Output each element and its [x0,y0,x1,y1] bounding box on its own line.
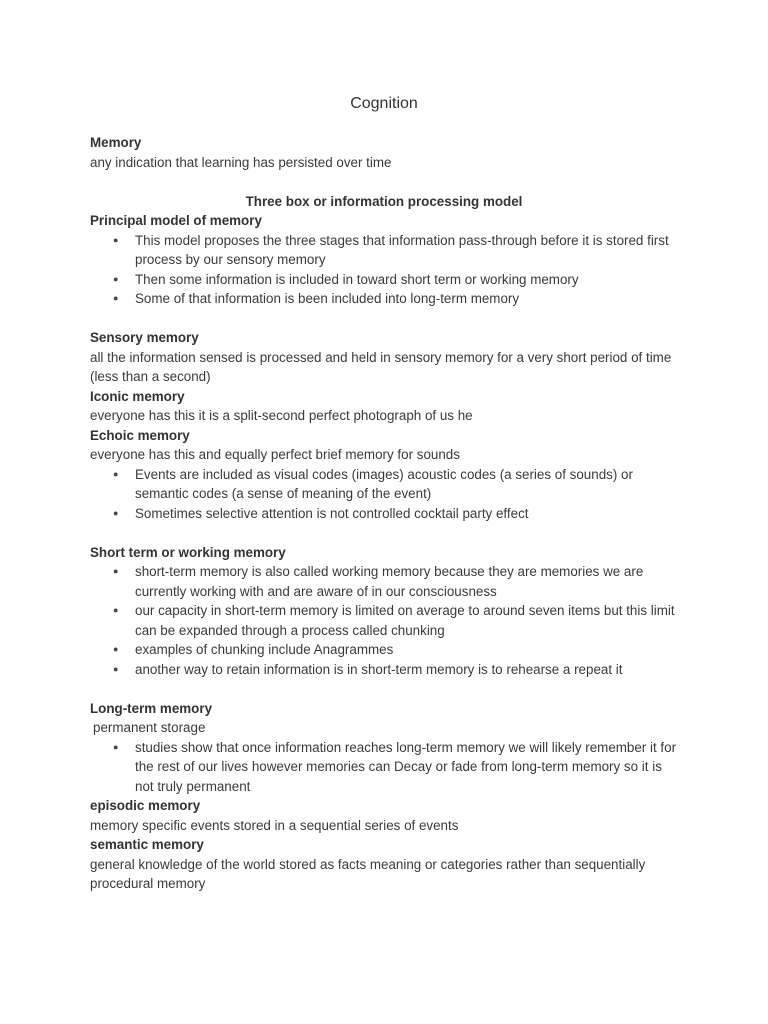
sensory-memory-heading: Sensory memory [90,330,199,345]
semantic-memory-text: general knowledge of the world stored as facts meaning or categories rather than sequentially [90,856,646,872]
list-item: ● studies show that once information reaches long-term memory we will likely remember it for the rest of our lives however memories can Decay or fade from long-term memory so it is not truly permanent [135,738,678,797]
list-item: ● short-term memory is also called working memory because they are memories we are currently working with and are aware of in our consciousness [135,562,678,601]
spacer [90,679,678,699]
semantic-memory-heading: semantic memory [90,837,204,852]
three-box-heading: Three box or information processing model [245,193,523,209]
episodic-memory-text: memory specific events stored in a sequential series of events [90,817,459,833]
list-item: ● another way to retain information is in short-term memory is to rehearse a repeat it [135,660,678,680]
list-item: ● Events are included as visual codes (images) acoustic codes (a series of sounds) or semantic codes (a sense of meaning of the event) [135,465,678,504]
short-term-bullet-list [90,562,678,679]
echoic-memory-heading: Echoic memory [90,427,190,443]
list-item: ● examples of chunking include Anagrammes [135,640,678,660]
long-term-bullet-list [90,738,678,797]
list-item: ● Some of that information is been included into long-term memory [135,289,678,309]
procedural-memory-text: procedural memory [90,876,206,891]
long-term-heading: Long-term memory [90,700,213,716]
short-term-heading: Short term or working memory [90,544,286,560]
memory-heading: Memory [90,135,142,150]
page-title: Cognition [350,95,418,112]
spacer [90,172,678,192]
iconic-memory-text: everyone has this it is a split-second perfect photograph of us he [90,408,473,423]
spacer [90,523,678,543]
list-item: ● This model proposes the three stages that information pass-through before it is stored first process by our sensory memory [135,231,678,270]
episodic-memory-heading: episodic memory [90,798,201,813]
sensory-bullet-list [90,465,678,524]
iconic-memory-heading: Iconic memory [90,388,185,404]
three-box-bullet-list [90,231,678,309]
long-term-definition: permanent storage [93,720,206,735]
list-item: ● Sometimes selective attention is not controlled cocktail party effect [135,504,678,524]
spacer [90,309,678,329]
memory-definition: any indication that learning has persisted over time [90,154,392,170]
list-item: ● our capacity in short-term memory is limited on average to around seven items but this limit can be expanded through a process called chunking [135,601,678,640]
list-item: ● Then some information is included in toward short term or working memory [135,270,678,290]
principal-model-heading: Principal model of memory [90,213,262,228]
sensory-memory-definition: all the information sensed is processed and held in sensory memory for a very short period of time (less than a second) [90,349,672,384]
echoic-memory-text: everyone has this and equally perfect brief memory for sounds [90,447,460,462]
